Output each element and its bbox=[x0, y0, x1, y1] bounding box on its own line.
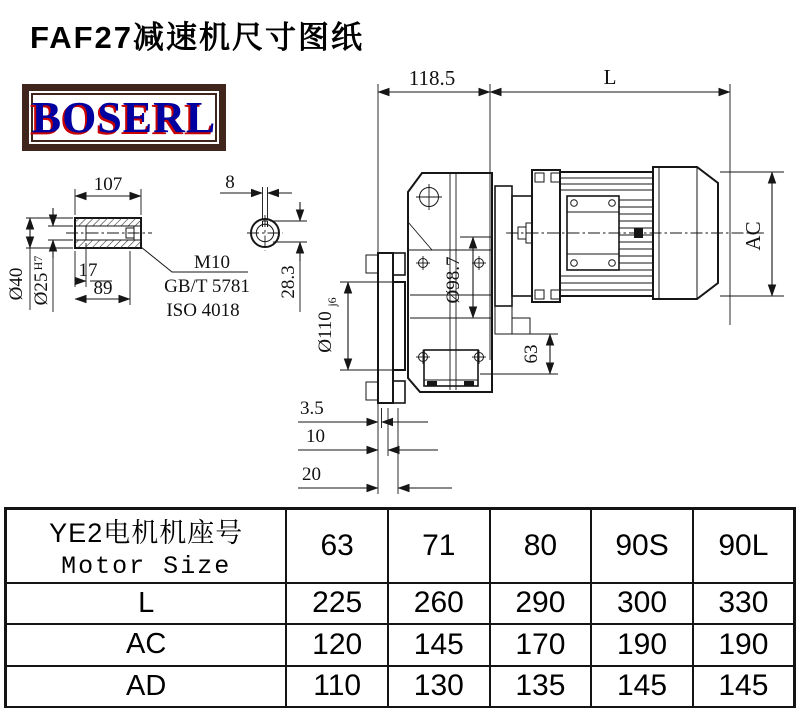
page-title: FAF27减速机尺寸图纸 bbox=[30, 20, 365, 55]
column-header: 71 bbox=[388, 509, 490, 583]
table-row-AD bbox=[6, 666, 795, 708]
dim-shaft-step: 17 bbox=[78, 260, 98, 281]
dim-offset-c: 20 bbox=[302, 464, 321, 485]
row-label: AD bbox=[6, 666, 287, 708]
dim-shaft-bore: Ø25 bbox=[31, 272, 52, 306]
dim-front-length: 118.5 bbox=[408, 66, 456, 90]
dim-offset-a: 3.5 bbox=[300, 398, 324, 419]
dim-spigot-tolerance: j6 bbox=[325, 297, 339, 307]
table-cell: 190 bbox=[591, 624, 693, 666]
motor-size-table bbox=[4, 507, 796, 708]
table-cell: 110 bbox=[286, 666, 388, 708]
dim-key-depth: 28.3 bbox=[278, 265, 299, 299]
dim-shaft-bore-tolerance: H7 bbox=[31, 255, 45, 271]
table-header-row bbox=[6, 509, 795, 583]
dim-motor-diameter: AC bbox=[741, 221, 765, 251]
table-header-motor-size bbox=[6, 509, 287, 583]
boserl-logo-text: BOSERL bbox=[31, 92, 217, 142]
table-cell: 145 bbox=[591, 666, 693, 708]
table-cell: 300 bbox=[591, 583, 693, 624]
thread-size-label: M10 bbox=[194, 252, 230, 273]
dim-shaft-length: 107 bbox=[93, 174, 123, 195]
row-label: AC bbox=[6, 624, 287, 666]
table-cell: 330 bbox=[693, 583, 795, 624]
dim-shaft-od: Ø40 bbox=[6, 267, 27, 301]
dim-spigot-diameter: Ø110 bbox=[315, 311, 336, 353]
table-cell: 290 bbox=[490, 583, 592, 624]
main-view-drawing bbox=[298, 65, 784, 494]
column-header: 80 bbox=[490, 509, 592, 583]
table-row-L bbox=[6, 583, 795, 624]
dim-shaft-hub-length: 89 bbox=[93, 278, 113, 299]
dim-motor-length: L bbox=[603, 65, 617, 89]
header-en: Motor Size bbox=[61, 551, 232, 581]
header-cn: YE2电机机座号 bbox=[49, 517, 244, 548]
table-cell: 225 bbox=[286, 583, 388, 624]
table-cell: 145 bbox=[388, 624, 490, 666]
table-cell: 120 bbox=[286, 624, 388, 666]
dim-foot-height: 63 bbox=[521, 344, 542, 364]
column-header: 90L bbox=[693, 509, 795, 583]
table-cell: 170 bbox=[490, 624, 592, 666]
thread-standard-gb: GB/T 5781 bbox=[164, 276, 250, 297]
table-cell: 130 bbox=[388, 666, 490, 708]
thread-standard-iso: ISO 4018 bbox=[166, 300, 240, 321]
shaft-detail-drawing bbox=[6, 174, 250, 321]
dim-offset-b: 10 bbox=[306, 426, 325, 447]
column-header: 63 bbox=[286, 509, 388, 583]
table-cell: 145 bbox=[693, 666, 795, 708]
dim-hub-diameter: Ø98.7 bbox=[443, 256, 464, 304]
column-header: 90S bbox=[591, 509, 693, 583]
dim-key-width: 8 bbox=[225, 172, 235, 193]
table-cell: 135 bbox=[490, 666, 592, 708]
table-cell: 190 bbox=[693, 624, 795, 666]
row-label: L bbox=[6, 583, 287, 624]
table-row-AC bbox=[6, 624, 795, 666]
table-cell: 260 bbox=[388, 583, 490, 624]
